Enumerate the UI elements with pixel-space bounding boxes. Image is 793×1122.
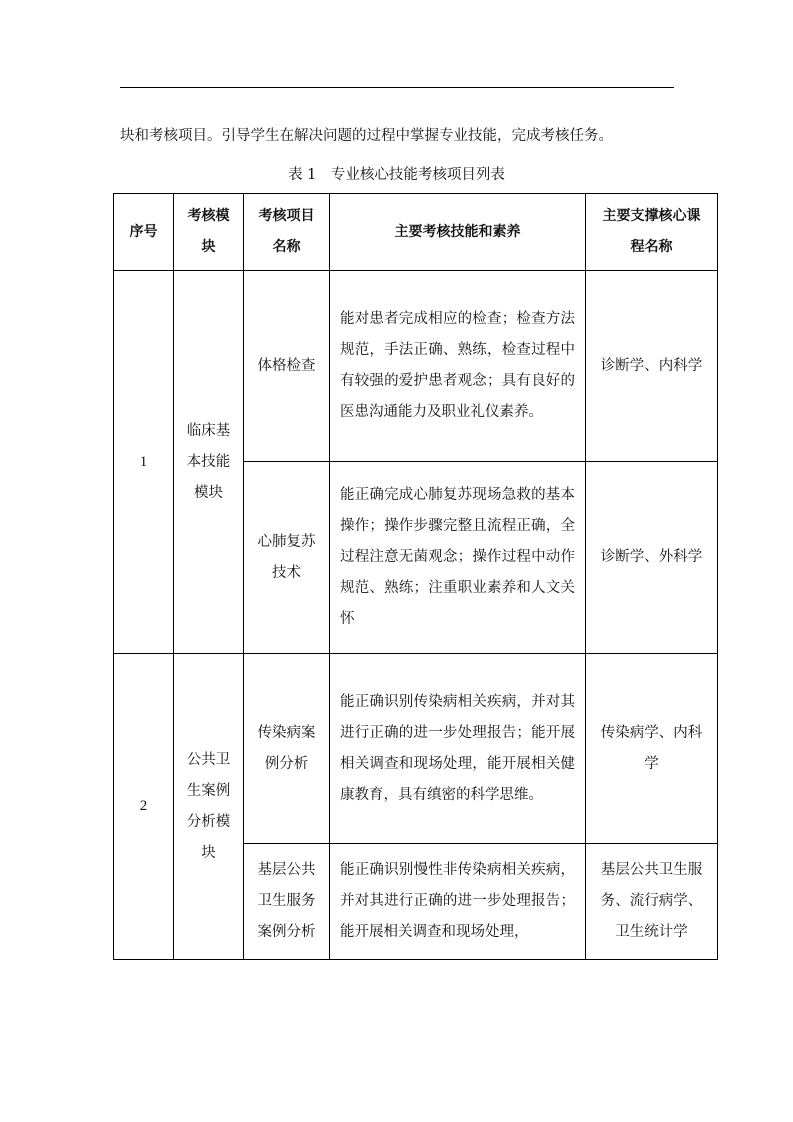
- intro-paragraph: 块和考核项目。引导学生在解决问题的过程中掌握专业技能，完成考核任务。: [120, 128, 613, 144]
- skills-cell: 能对患者完成相应的检查；检查方法规范，手法正确、熟练，检查过程中有较强的爱护患者观念；具有良好的医患沟通能力及职业礼仪素养。: [330, 271, 586, 462]
- header-seq: 序号: [114, 194, 174, 271]
- item-name-cell: 传染病案例分析: [244, 654, 330, 844]
- header-skills: 主要考核技能和素养: [330, 194, 586, 271]
- item-name-cell: 基层公共卫生服务案例分析: [244, 844, 330, 960]
- skills-assessment-table: [113, 193, 718, 960]
- item-name-cell: 心肺复苏技术: [244, 462, 330, 654]
- courses-cell: 诊断学、内科学: [586, 271, 718, 462]
- courses-cell: 基层公共卫生服务、流行病学、卫生统计学: [586, 844, 718, 960]
- table-row: [114, 654, 718, 844]
- module-cell: 公共卫生案例分析模块: [174, 654, 244, 960]
- header-item-name: 考核项目名称: [244, 194, 330, 271]
- table-caption: 表 1 专业核心技能考核项目列表: [288, 167, 505, 183]
- seq-cell: 2: [114, 654, 174, 960]
- skills-cell: 能正确识别慢性非传染病相关疾病，并对其进行正确的进一步处理报告；能开展相关调查和现场处理，: [330, 844, 586, 960]
- header-courses: 主要支撑核心课程名称: [586, 194, 718, 271]
- item-name-cell: 体格检查: [244, 271, 330, 462]
- courses-cell: 诊断学、外科学: [586, 462, 718, 654]
- courses-cell: 传染病学、内科学: [586, 654, 718, 844]
- seq-cell: 1: [114, 271, 174, 654]
- table-header-row: [114, 194, 718, 271]
- skills-cell: 能正确识别传染病相关疾病，并对其进行正确的进一步处理报告；能开展相关调查和现场处理，能开展相关健康教育，具有缜密的科学思维。: [330, 654, 586, 844]
- skills-cell: 能正确完成心肺复苏现场急救的基本操作；操作步骤完整且流程正确，全过程注意无菌观念；操作过程中动作规范、熟练；注重职业素养和人文关怀: [330, 462, 586, 654]
- header-rule: [120, 87, 674, 88]
- table-row: [114, 271, 718, 462]
- header-module: 考核模块: [174, 194, 244, 271]
- module-cell: 临床基本技能模块: [174, 271, 244, 654]
